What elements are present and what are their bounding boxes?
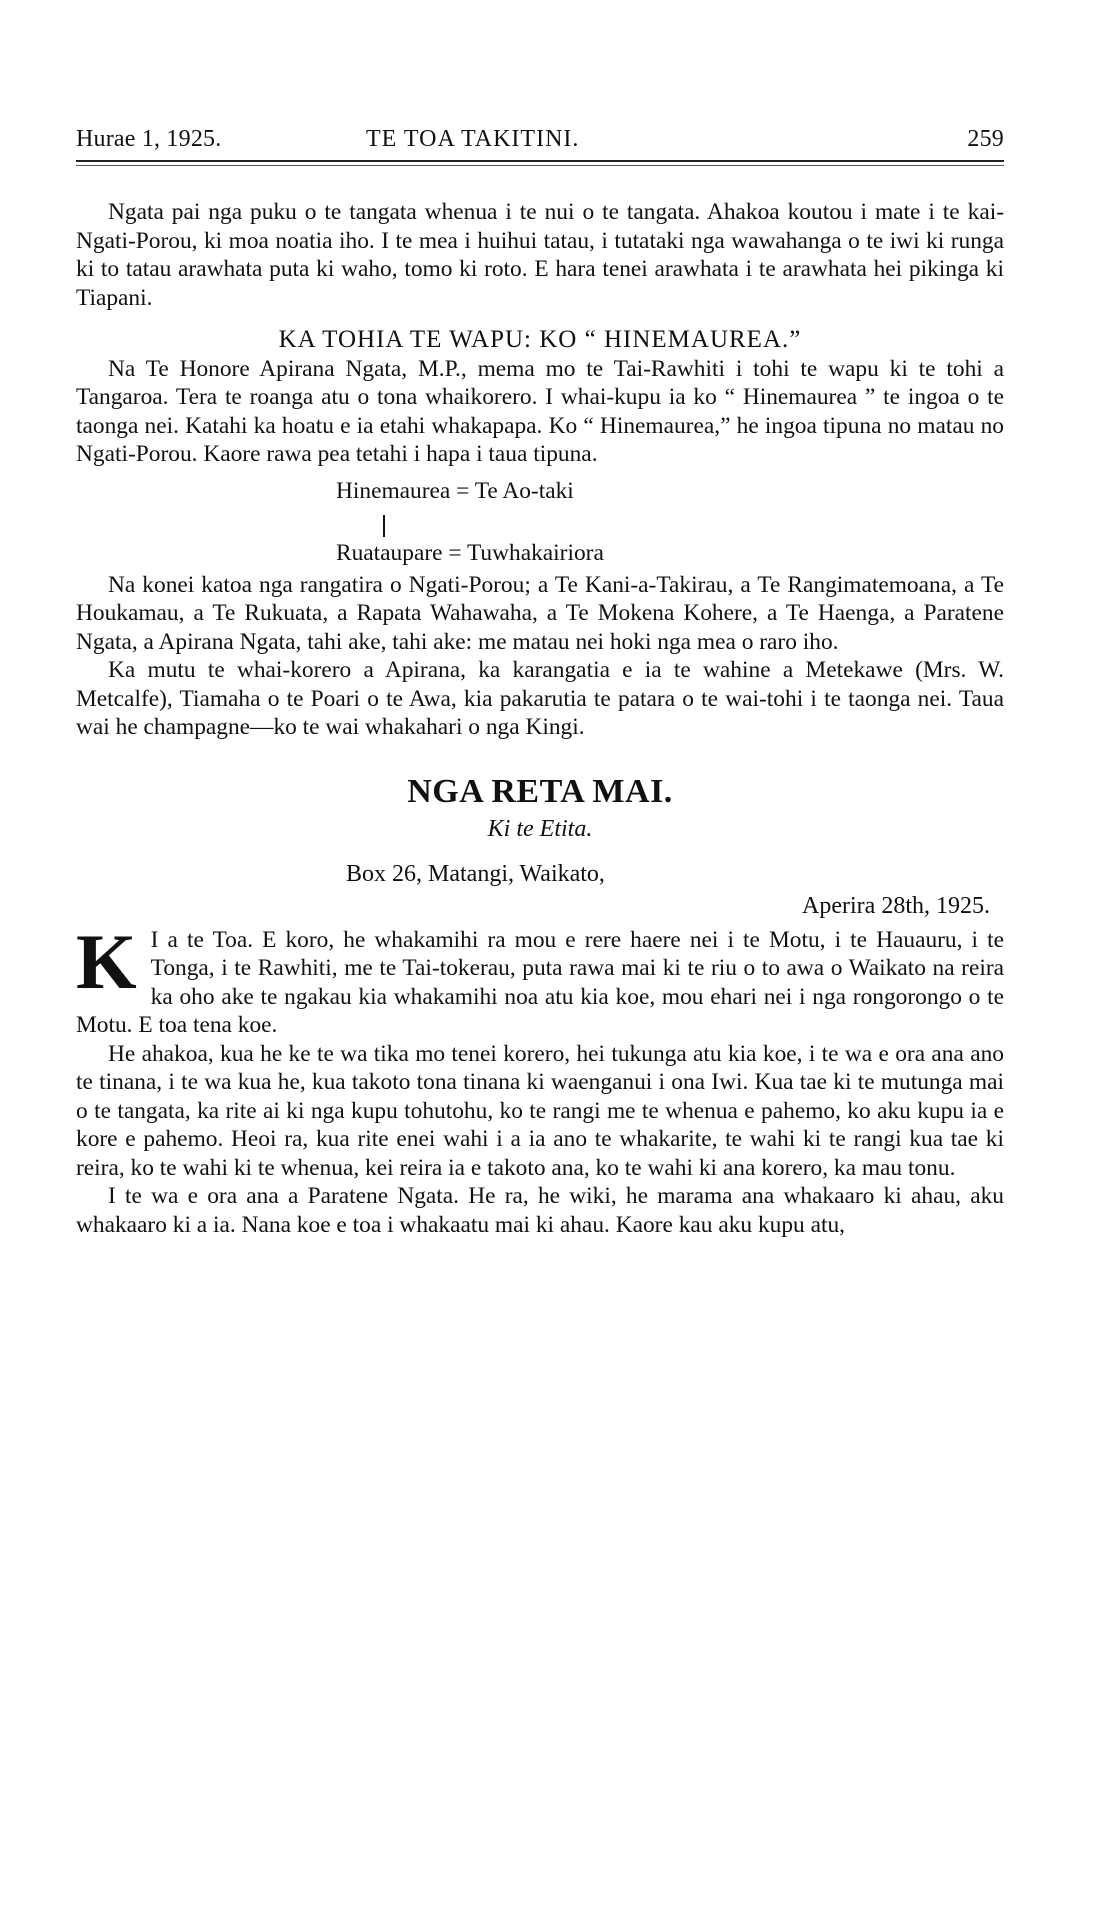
paragraph-rangatira: Na konei katoa nga rangatira o Ngati-Porou; a Te Kani-a-Takirau, a Te Rangimatemoana, a Te Houkamau, a Te Rukuata, a Rapata Wahawaha, a Te Mokena Kohere, a Te Haenga, a Paratene Ngata, a Apirana Ngata, tahi ake, tahi ake: me matau nei hoki nga mea o raro iho. [76, 571, 1004, 655]
section-title: NGA RETA MAI. [407, 772, 673, 810]
article-column [76, 198, 1004, 1239]
letter-address: Box 26, Matangi, Waikato, [346, 860, 605, 887]
header-date: Hurae 1, 1925. [76, 126, 222, 152]
subheading-hinemaurea: KA TOHIA TE WAPU: KO “ HINEMAUREA.” [278, 326, 802, 353]
drop-cap: K [76, 917, 137, 1005]
page-header [76, 124, 1004, 158]
genealogy-line-2: Ruataupare = Tuwhakairiora [336, 539, 604, 566]
section-subtitle: Ki te Etita. [487, 815, 593, 842]
letter-paragraph-2: He ahakoa, kua he ke te wa tika mo tenei korero, hei tukunga atu kia koe, i te wa e ora ana ano te tinana, i te wa kua he, kua takoto tona tinana ki waenganui i ona Iwi. Kua tae ki te mutunga mai o te tangata, ka rite ai ki nga kupu tohutohu, ko te rangi me te whenua e pahemo, ko aku kupu ia e kore e pahemo. Heoi ra, kua rite enei wahi i a ia ano te whakarite, te wahi ki te rangi kua tae ki reira, ko te wahi ki te whenua, kei reira ia e takoto ana, ko te wahi ki ana korero, ka mau tonu. [76, 1040, 1004, 1181]
letter-opening-text: I a te Toa. E koro, he whakamihi ra mou e rere haere nei i te Motu, i te Hauauru, i te Tonga, i te Rawhiti, me te Tai-tokerau, puta rawa mai ki te riu o to awa o Waikato na reira ka oho ake te ngakau kia whakamihi noa atu kia koe, mou ehari nei i nga rongorongo o te Motu. E toa tena koe. [76, 926, 1004, 1038]
header-rule-thin [76, 165, 1004, 166]
header-page-number: 259 [967, 126, 1004, 152]
header-rule [76, 160, 1004, 162]
intro-paragraph: Ngata pai nga puku o te tangata whenua i te nui o te tangata. Ahakoa koutou i mate i te kai- Ngati-Porou, ki moa noatia iho. I te mea i huihui tatau, i tutataki nga wawahanga o te iwi ki runga ki to tatau arawhata puta ki waho, tomo ki roto. E hara tenei arawhata i te arawhata hei pikinga ki Tiapani. [76, 199, 1004, 311]
letter-opening [76, 917, 1004, 1040]
genealogy-line-1: Hinemaurea = Te Ao-taki [336, 477, 574, 504]
letter-date: Aperira 28th, 1925. [802, 892, 990, 919]
paragraph-whaikorero: Ka mutu te whai-korero a Apirana, ka karangatia e ia te wahine a Metekawe (Mrs. W. Metcalfe), Tiamaha o te Poari o te Awa, kia pakarutia te patara o te wai-tohi i te taonga nei. Taua wai he champagne—ko te wai whakahari o nga Kingi. [76, 657, 1004, 740]
genealogy-chart [76, 477, 1004, 569]
letter-paragraph-3: I te wa e ora ana a Paratene Ngata. He ra, he wiki, he marama ana whakaaro ki ahau, aku whakaaro ki a ia. Nana koe e toa i whakaatu mai ki ahau. Kaore kau aku kupu atu, [76, 1183, 1004, 1238]
header-publication-title: TE TOA TAKITINI. [366, 126, 580, 152]
genealogy-descent-line [383, 515, 385, 537]
paragraph-honore: Na Te Honore Apirana Ngata, M.P., mema mo te Tai-Rawhiti i tohi te wapu ki te tohi a Tangaroa. Tera te roanga atu o tona whaikorero. I whai-kupu ia ko “ Hinemaurea ” te ingoa o te taonga nei. Katahi ka hoatu e ia etahi whakapapa. Ko “ Hinemaurea,” he ingoa tipuna no matau no Ngati-Porou. Kaore rawa pea tetahi i hapa i taua tipuna. [76, 355, 1004, 467]
